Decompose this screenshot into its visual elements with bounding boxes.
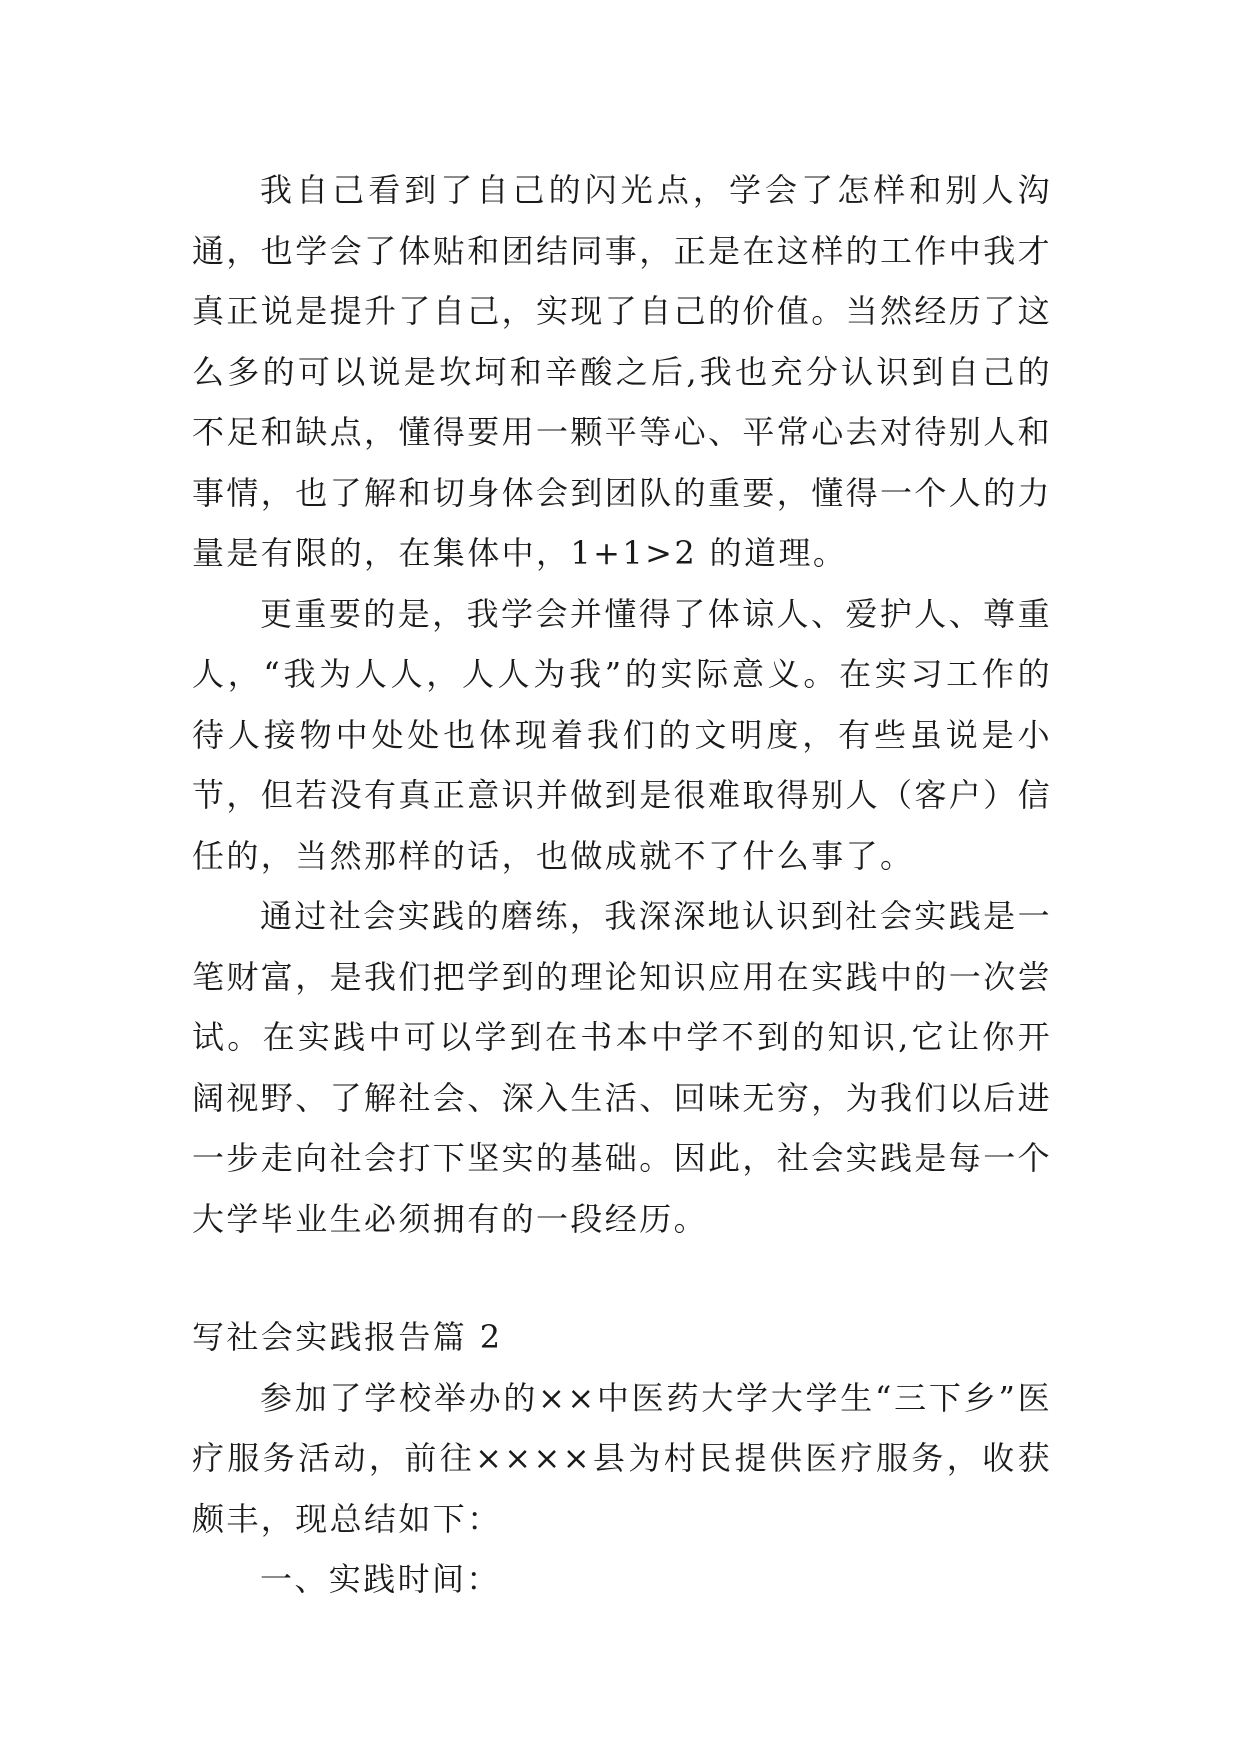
document-body	[192, 160, 1052, 1610]
paragraph-social-practice-value: 通过社会实践的磨练，我深深地认识到社会实践是一笔财富，是我们把学到的理论知识应用在实践中的一次尝试。在实践中可以学到在书本中学不到的知识,它让你开阔视野、了解社会、深入生活、回味无穷，为我们以后进一步走向社会打下坚实的基础。因此，社会实践是每一个大学毕业生必须拥有的一段经历。	[192, 897, 1053, 1238]
section-item-practice-time: 一、实践时间：	[260, 1560, 501, 1598]
section-title: 写社会实践报告篇 2	[192, 1318, 503, 1356]
paragraph-self-reflection: 我自己看到了自己的闪光点，学会了怎样和别人沟通，也学会了体贴和团结同事，正是在这样的工作中我才真正说是提升了自己，实现了自己的价值。当然经历了这么多的可以说是坎坷和辛酸之后,我也充分认识到自己的不足和缺点，懂得要用一颗平等心、平常心去对待别人和事情，也了解和切身体会到团队的重要，懂得一个人的力量是有限的，在集体中，1+1>2 的道理。	[192, 171, 1053, 572]
section-intro-paragraph: 参加了学校举办的××中医药大学大学生“三下乡”医疗服务活动，前往××××县为村民提供医疗服务，收获颇丰，现总结如下：	[192, 1378, 1052, 1538]
paragraph-respect-others: 更重要的是，我学会并懂得了体谅人、爱护人、尊重人，“我为人人，人人为我”的实际意义。在实习工作的待人接物中处处也体现着我们的文明度，有些虽说是小节，但若没有真正意识并做到是很难取得别人（客户）信任的，当然那样的话，也做成就不了什么事了。	[192, 594, 1053, 875]
